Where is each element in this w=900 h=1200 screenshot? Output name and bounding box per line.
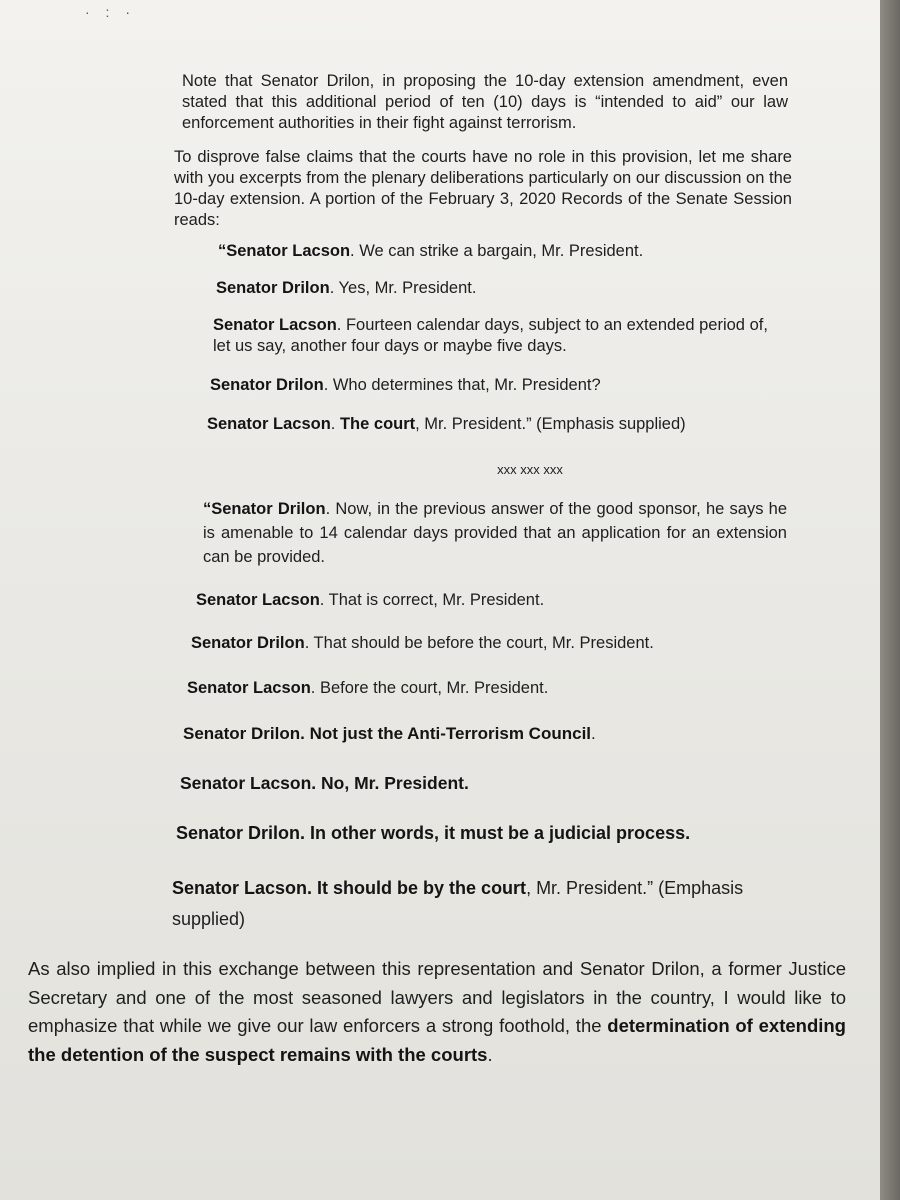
closing-paragraph: As also implied in this exchange between this representation and Senator Drilon, a former Justice Secretary and one of the most seasoned lawyers and legislators in the country, I would like to emphasize that while we give our law enforcers a strong foothold, the determination of extending the detention of the suspect remains with the courts. xyxy=(28,958,846,1065)
speaker-name: Senator Drilon xyxy=(210,376,324,394)
speaker-name: Senator Lacson xyxy=(172,878,308,898)
transcript-line-10: Senator Drilon. Not just the Anti-Terrorism Council. xyxy=(183,724,596,743)
paragraph-intro: Note that Senator Drilon, in proposing the 10-day extension amendment, even stated that this additional period of ten (10) days is “intended to aid” our law enforcement authorities in their fight against terrorism. xyxy=(182,72,788,132)
transcript-line-1: “Senator Lacson. We can strike a bargain, Mr. President. xyxy=(218,242,644,260)
paragraph-excerpt-lead: To disprove false claims that the courts have no role in this provision, let me share with you excerpts from the plenary deliberations particularly on our discussion on the 10-day extension. A portion of the February 3, 2020 Records of the Senate Session reads: xyxy=(174,148,792,229)
speaker-name: Senator Drilon xyxy=(216,279,330,297)
speaker-name: “Senator Lacson xyxy=(218,242,351,260)
table-edge xyxy=(880,0,900,1200)
speaker-name: “Senator Drilon xyxy=(203,500,326,518)
transcript-line-5: Senator Lacson. The court, Mr. President.” (Emphasis supplied) xyxy=(207,415,686,433)
transcript-line-2: Senator Drilon. Yes, Mr. President. xyxy=(216,279,477,297)
transcript-line-3: Senator Lacson. Fourteen calendar days, subject to an extended period of, let us say, another four days or maybe five days. xyxy=(213,316,768,355)
transcript-line-11: Senator Lacson. No, Mr. President. xyxy=(180,773,469,793)
speaker-name: Senator Lacson xyxy=(187,679,311,697)
transcript-separator: xxx xxx xxx xyxy=(497,462,563,477)
transcript-line-8: Senator Drilon. That should be before the court, Mr. President. xyxy=(191,634,654,652)
transcript-line-6: “Senator Drilon. Now, in the previous answer of the good sponsor, he says he is amenable to 14 calendar days provided that an application for an extension can be provided. xyxy=(203,500,787,566)
speaker-name: Senator Drilon xyxy=(191,634,305,652)
header-marks: · : · xyxy=(85,4,136,20)
transcript-line-12: Senator Drilon. In other words, it must be a judicial process. xyxy=(176,823,691,843)
transcript-line-13: Senator Lacson. It should be by the court, Mr. President.” (Emphasis supplied) xyxy=(172,878,744,929)
transcript-line-7: Senator Lacson. That is correct, Mr. President. xyxy=(196,591,545,609)
speaker-name: Senator Drilon xyxy=(183,724,301,743)
speaker-name: Senator Lacson xyxy=(180,773,312,793)
speaker-name: Senator Lacson xyxy=(207,415,331,433)
closing-emphasis: determination of extending the detention of the suspect remains with the courts xyxy=(28,1015,846,1065)
transcript-line-9: Senator Lacson. Before the court, Mr. President. xyxy=(187,679,549,697)
transcript-line-4: Senator Drilon. Who determines that, Mr. President? xyxy=(210,376,601,394)
speaker-name: Senator Lacson xyxy=(213,316,337,334)
speaker-name: Senator Drilon xyxy=(176,823,301,843)
speaker-name: Senator Lacson xyxy=(196,591,320,609)
